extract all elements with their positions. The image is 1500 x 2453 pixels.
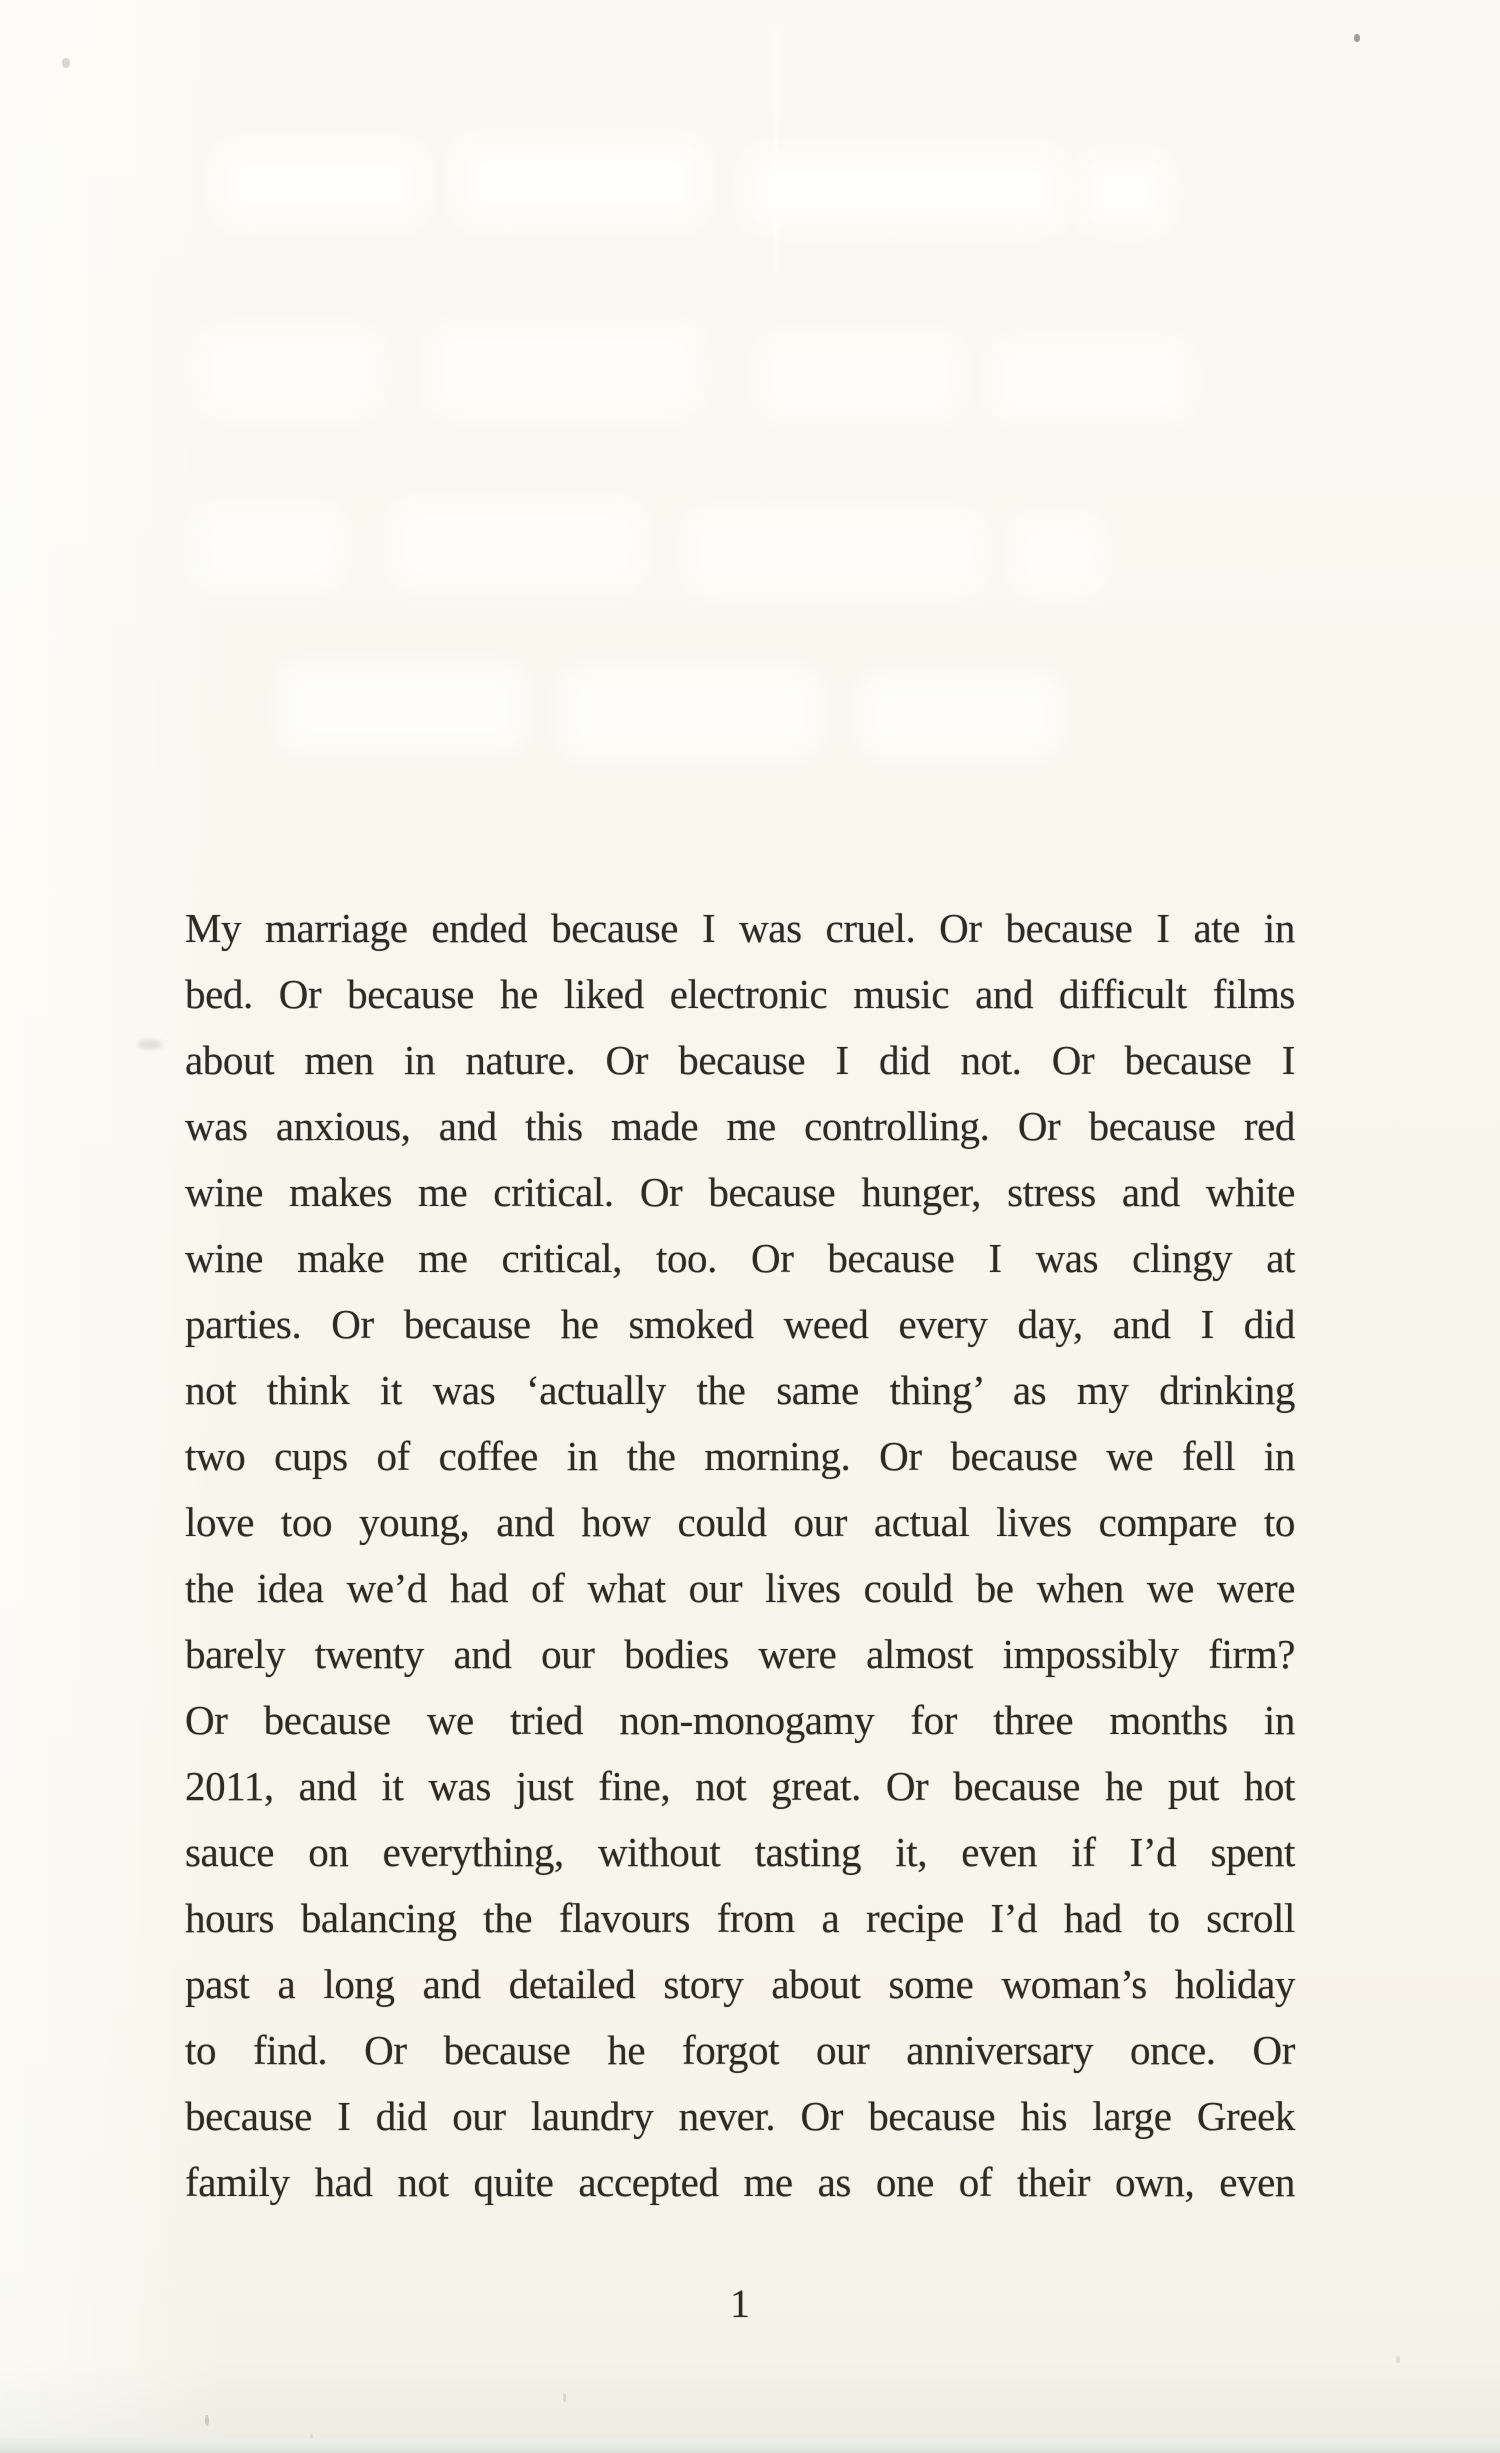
body-line: two cups of coffee in the morning. Or because we fell in [185,1433,1295,1479]
bleed-through-blot [280,665,525,750]
scan-edge-shadow [0,2368,1500,2438]
paragraph [185,895,1295,2215]
body-line: the idea we’d had of what our lives could be when we were [185,1565,1295,1611]
body-line: love too young, and how could our actual lives compare to [185,1499,1295,1545]
body-line: Or because we tried non-monogamy for three months in [185,1697,1295,1743]
bleed-through-blot [1010,515,1105,595]
body-line: was anxious, and this made me controlling. Or because red [185,1103,1295,1149]
bleed-through-blot [455,140,705,225]
body-line: 2011, and it was just fine, not great. Or because he put hot [185,1763,1295,1809]
bleed-through-blot [1080,155,1170,230]
body-line: to find. Or because he forgot our anniversary once. Or [185,2027,1295,2073]
bleed-through-blot [760,335,960,420]
bleed-through-blot [215,145,425,225]
body-line: barely twenty and our bodies were almost impossibly firm? [185,1631,1295,1677]
body-line: not think it was ‘actually the same thing’ as my drinking [185,1367,1295,1413]
body-line: My marriage ended because I was cruel. Or because I ate in [185,905,1295,951]
body-line: past a long and detailed story about some woman’s holiday [185,1961,1295,2007]
body-line: wine makes me critical. Or because hunger, stress and white [185,1169,1295,1215]
bleed-through-blot [200,330,380,415]
body-line: bed. Or because he liked electronic music and difficult films [185,971,1295,1017]
page-number: 1 [730,2281,750,2326]
bleed-through-blot [195,505,345,590]
bleed-through-blot [560,670,820,755]
bleed-through-blot [685,510,985,595]
body-line: because I did our laundry never. Or because his large Greek [185,2093,1295,2139]
scan-speck [62,58,70,68]
bleed-through-blot [860,675,1060,755]
body-line: sauce on everything, without tasting it, even if I’d spent [185,1829,1295,1875]
scan-speck [1396,2356,1400,2363]
page-crease [775,28,777,273]
body-line: parties. Or because he smoked weed every day, and I did [185,1301,1295,1347]
bleed-through-blot [745,150,1065,230]
scan-speck [138,1040,162,1049]
bleed-through-blot [990,340,1190,420]
scan-speck [1354,34,1360,42]
bleed-through-blot [430,325,700,415]
body-line: about men in nature. Or because I did not. Or because I [185,1037,1295,1083]
body-line: hours balancing the flavours from a recipe I’d had to scroll [185,1895,1295,1941]
body-line: wine make me critical, too. Or because I was clingy at [185,1235,1295,1281]
scanner-bed-strip [0,2438,1500,2453]
bleed-through-blot [390,500,645,590]
body-line: family had not quite accepted me as one of their own, even [185,2159,1295,2205]
